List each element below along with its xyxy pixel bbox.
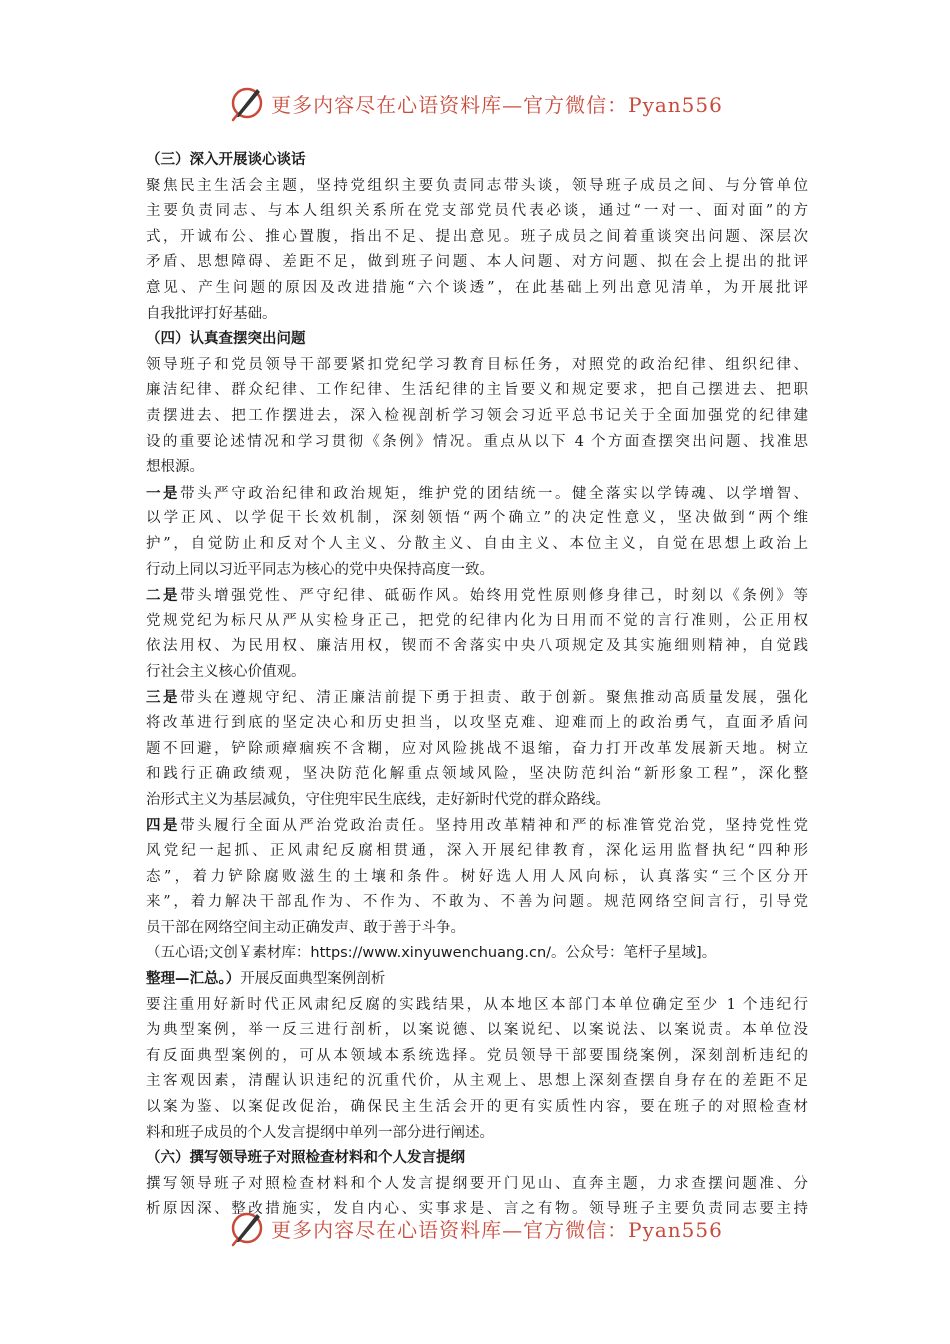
paragraph-line: 党规党纪为标尺从严从实检身正己，把党的纪律内化为日用而不觉的言行准则，公正用权 [146, 612, 808, 629]
section-heading [146, 967, 808, 993]
banner-text: 更多内容尽在心语资料库—官方微信：Pyan556 [271, 92, 723, 117]
list-item-first-line [146, 685, 808, 711]
paragraph-line: 行社会主义核心价值观。 [146, 663, 306, 680]
section-heading: （四）认真查摆突出问题 [146, 331, 306, 348]
quill-logo-icon [227, 1208, 267, 1248]
paragraph-line: 矛盾、思想障碍、差距不足，做到班子问题、本人问题、对方问题、拟在会上提出的批评 [146, 254, 808, 271]
paragraph-line: 撰写领导班子对照检查材料和个人发言提纲要开门见山、直奔主题，力求查摆问题准、分 [146, 1175, 808, 1192]
paragraph-line: 料和班子成员的个人发言提纲中单列一部分进行阐述。 [146, 1124, 494, 1141]
paragraph-line: 领导班子和党员领导干部要紧扣党纪学习教育目标任务，对照党的政治纪律、组织纪律、 [146, 356, 808, 373]
section-heading: （六）撰写领导班子对照检查材料和个人发言提纲 [146, 1150, 465, 1167]
paragraph-line: 风党纪一起抓、正风肃纪反腐相贯通，深入开展纪律教育，深化运用监督执纪“四种形 [146, 843, 808, 860]
section-heading: （三）深入开展谈心谈话 [146, 152, 306, 168]
header-banner [0, 78, 950, 128]
paragraph-line: 责摆进去、把工作摆进去，深入检视剖析学习领会习近平总书记关于全面加强党的纪律建 [146, 407, 808, 424]
paragraph-line: 式，开诚布公、推心置腹，指出不足、提出意见。班子成员之间着重谈突出问题、深层次 [146, 228, 808, 245]
paragraph-line: 治形式主义为基层减负，守住兜牢民生底线，走好新时代党的群众路线。 [146, 791, 610, 808]
paragraph-line: 以案为鉴、以案促改促治，确保民主生活会开的更有实质性内容，要在班子的对照检查材 [146, 1098, 808, 1115]
paragraph-line: 有反面典型案例的，可从本领域本系统选择。党员领导干部要围绕案例，深刻剖析违纪的 [146, 1047, 808, 1064]
paragraph-line: 想根源。 [146, 459, 204, 476]
source-note: （五心语;文创￥素材库：https://www.xinyuwenchuang.cn/。公众号：笔杆子星域]。 [146, 945, 717, 962]
paragraph-line: 主要负责同志、与本人组织关系所在党支部党员代表必谈，通过“一对一、面对面”的方 [146, 203, 808, 220]
list-item-first-line [146, 813, 808, 839]
paragraph-line: 以学正风、以学促干长效机制，深刻领悟“两个确立”的决定性意义，坚决做到“两个维 [146, 510, 808, 527]
paragraph-line: 要注重用好新时代正风肃纪反腐的实践结果，从本地区本部门本单位确定至少 1 个违纪行 [146, 996, 808, 1013]
paragraph-line: 自我批评打好基础。 [146, 305, 277, 322]
item-lead: 四是 [146, 817, 181, 835]
paragraph-line: 聚焦民主生活会主题，坚持党组织主要负责同志带头谈，领导班子成员之间、与分管单位 [146, 177, 808, 194]
paragraph-line: 态”，着力铲除腐败滋生的土壤和条件。树好选人用人风向标，认真落实“三个区分开 [146, 868, 808, 885]
paragraph-line: 析原因深、整改措施实，发自内心、实事求是、言之有物。领导班子主要负责同志要主持 [146, 1201, 808, 1218]
paragraph-line: 来”，着力解决干部乱作为、不作为、不敢为、不善为问题。规范网络空间言行，引导党 [146, 894, 808, 911]
item-text: 带头增强党性、严守纪律、砥砺作风。始终用党性原则修身律己，时刻以《条例》等 [180, 588, 809, 605]
item-text: 带头严守政治纪律和政治规矩，维护党的团结统一。健全落实以学铸魂、以学增智、 [180, 485, 809, 502]
list-item-first-line [146, 481, 808, 507]
paragraph-line: 依法用权、为民用权、廉洁用权，锲而不舍落实中央八项规定及其实施细则精神，自觉践 [146, 638, 808, 655]
section-title: 开展反面典型案例剖析 [240, 971, 386, 987]
item-lead: 三是 [146, 689, 181, 707]
item-lead: 一是 [146, 484, 181, 502]
paragraph-line: 廉洁纪律、群众纪律、工作纪律、生活纪律的主旨要义和规定要求，把自己摆进去、把职 [146, 382, 808, 399]
item-text: 带头履行全面从严治党政治责任。坚持用改革精神和严的标准管党治党，坚持党性党 [180, 818, 809, 835]
paragraph-line: 设的重要论述情况和学习贯彻《条例》情况。重点从以下 4 个方面查摆突出问题、找准思 [146, 433, 808, 450]
paragraph-line: 员干部在网络空间主动正确发声、敢于善于斗争。 [146, 919, 465, 936]
paragraph-line: 将改革进行到底的坚定决心和历史担当，以攻坚克难、迎难而上的政治勇气，直面矛盾问 [146, 715, 808, 732]
banner-text: 更多内容尽在心语资料库—官方微信：Pyan556 [271, 1217, 723, 1242]
footer-banner [0, 1203, 950, 1253]
quill-logo-icon [227, 83, 267, 123]
document-body [146, 148, 808, 1223]
paragraph-line: 题不回避，铲除顽瘴痼疾不含糊，应对风险挑战不退缩，奋力打开改革发展新天地。树立 [146, 740, 808, 757]
paragraph-line: 行动上同以习近平同志为核心的党中央保持高度一致。 [146, 561, 494, 578]
paragraph-line: 为典型案例，举一反三进行剖析，以案说德、以案说纪、以案说法、以案说责。本单位没 [146, 1022, 808, 1039]
paragraph-line: 护”，自觉防止和反对个人主义、分散主义、自由主义、本位主义，自觉在思想上政治上 [146, 535, 808, 552]
paragraph-line: 和践行正确政绩观，坚决防范化解重点领域风险，坚决防范纠治“新形象工程”，深化整 [146, 766, 808, 783]
list-item-first-line [146, 583, 808, 609]
item-text: 带头在遵规守纪、清正廉洁前提下勇于担责、敢于创新。聚焦推动高质量发展，强化 [180, 690, 809, 707]
source-note-tail: 整理—汇总。） [146, 971, 241, 987]
item-lead: 二是 [146, 587, 181, 605]
paragraph-line: 意见、产生问题的原因及改进措施“六个谈透”，在此基础上列出意见清单，为开展批评 [146, 279, 808, 296]
paragraph-line: 主客观因素，清醒认识违纪的沉重代价，从主观上、思想上深刻查摆自身存在的差距不足 [146, 1073, 808, 1090]
